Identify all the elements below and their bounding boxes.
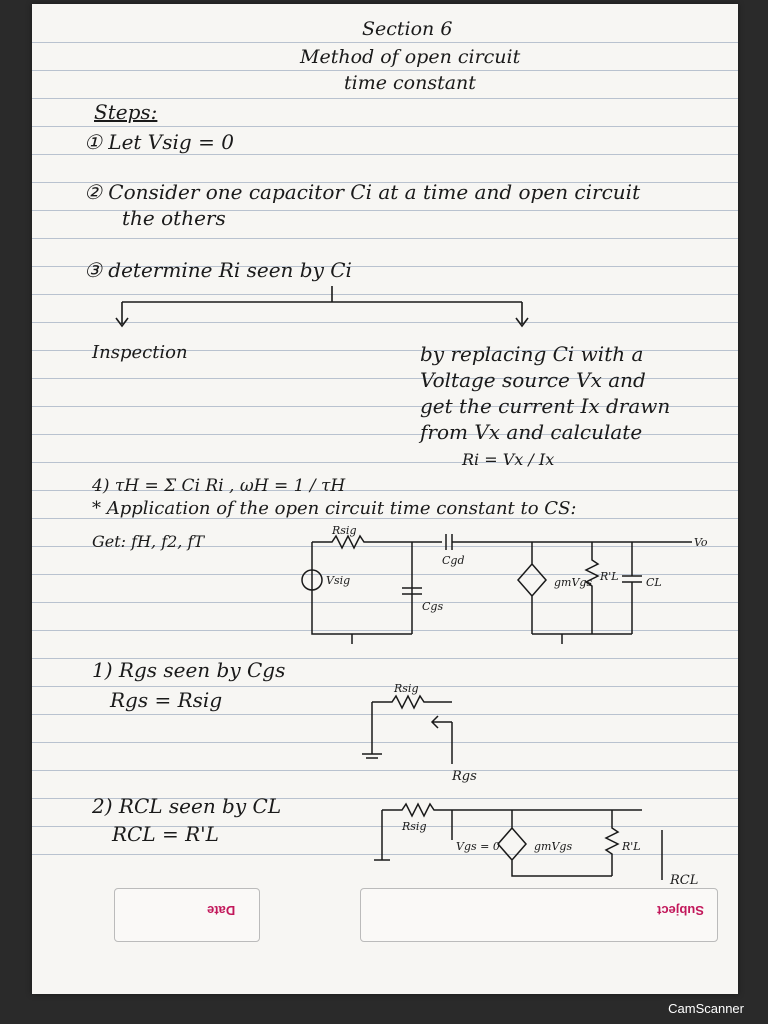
notebook-page [32, 4, 738, 994]
step-3 [84, 258, 352, 282]
branch-arrow [112, 284, 532, 334]
cgs-label: Cgs [422, 600, 444, 613]
part-1-title: 1) Rgs seen by Cgs [92, 658, 286, 682]
step-4-formula: 4) τH = Σ Ci Ri , ωH = 1 / τH [92, 476, 346, 496]
date-label: Date [207, 903, 236, 918]
step-3-text: determine Ri seen by Ci [108, 258, 352, 282]
cs-small-signal-circuit [272, 524, 732, 654]
subject-box [360, 888, 718, 942]
step-2 [84, 180, 640, 204]
replacement-method-1: by replacing Ci with a [420, 342, 644, 366]
method-title: Method of open circuit [300, 46, 521, 68]
cl-label: CL [646, 576, 662, 589]
part-2-gm: gmVgs [534, 840, 573, 853]
date-box [114, 888, 260, 942]
part-2-rcl: RCL [670, 873, 699, 888]
part-2-circuit [352, 800, 712, 890]
part-1-equation: Rgs = Rsig [110, 688, 223, 712]
section-title: Section 6 [362, 18, 453, 40]
cgd-label: Cgd [442, 554, 465, 567]
subject-label: Subject [657, 903, 704, 918]
step-1-text: Let Vsig = 0 [108, 130, 234, 154]
step-1-number: ① [84, 130, 102, 154]
application-get: Get: fH, f2, fT [92, 532, 205, 551]
method-subtitle: time constant [344, 72, 476, 94]
replacement-method-4: from Vx and calculate [420, 420, 643, 444]
replacement-method-3: get the current Ix drawn [420, 394, 671, 418]
step-2-continued: the others [122, 206, 226, 230]
step-2-number: ② [84, 180, 102, 204]
part-1-circuit [352, 684, 512, 784]
ri-formula: Ri = Vx / Ix [462, 450, 555, 469]
part-2-rl: R'L [622, 840, 641, 853]
inspection-method: Inspection [92, 342, 188, 363]
part-2-equation: RCL = R'L [112, 822, 219, 846]
application-heading: * Application of the open circuit time constant to CS: [92, 498, 577, 519]
vo-label: Vo [694, 536, 708, 549]
camscanner-watermark: CamScanner [662, 999, 750, 1018]
vsig-label: Vsig [326, 574, 351, 587]
part-2-vgs: Vgs = 0 [456, 840, 500, 853]
gm-label: gmVgs [554, 576, 593, 589]
steps-heading: Steps: [94, 100, 158, 124]
part-1-rsig: Rsig [394, 682, 419, 695]
step-3-number: ③ [84, 258, 102, 282]
part-1-rgs: Rgs [452, 769, 477, 784]
rsig-label: Rsig [332, 524, 357, 537]
part-2-rsig: Rsig [402, 820, 427, 833]
rl-label: R'L [600, 570, 619, 583]
step-2-text: Consider one capacitor Ci at a time and open circuit [108, 180, 641, 204]
replacement-method-2: Voltage source Vx and [420, 368, 646, 392]
part-2-title: 2) RCL seen by CL [92, 794, 282, 818]
step-1 [84, 130, 234, 154]
